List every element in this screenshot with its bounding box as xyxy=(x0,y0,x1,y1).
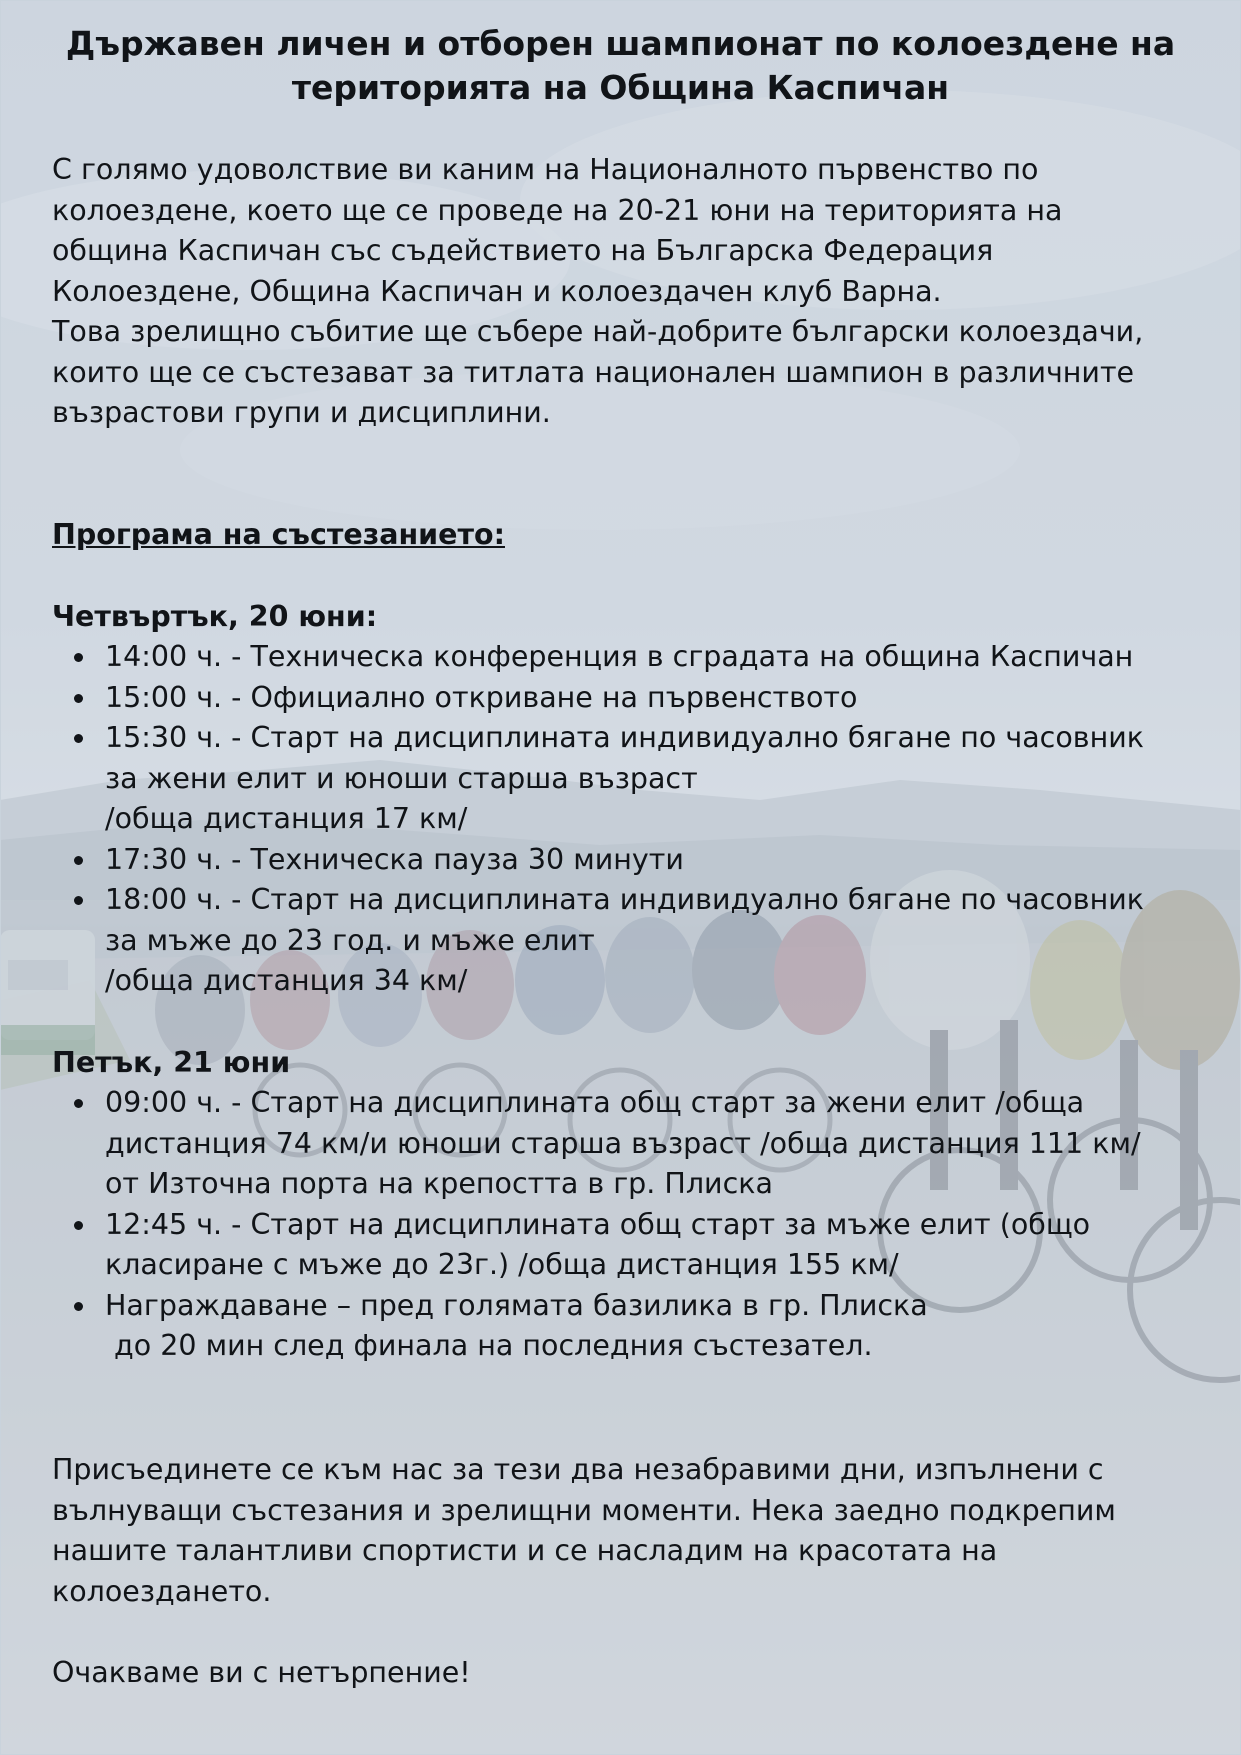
schedule-line: 15:00 ч. - Официално откриване на първенството xyxy=(105,680,858,714)
schedule-item xyxy=(105,1205,1241,1286)
intro-line: възрастови групи и дисциплини. xyxy=(52,396,551,429)
program-heading: Програма на състезанието: xyxy=(52,518,505,551)
friday-schedule xyxy=(52,1083,1241,1367)
intro-line: Колоездене, Община Каспичан и колоездачен клуб Варна. xyxy=(52,274,942,308)
schedule-line: класиране с мъже до 23г.) /обща дистанция 155 км/ xyxy=(105,1248,899,1281)
bullet-icon xyxy=(74,653,83,662)
schedule-line: за жени елит и юноши старша възраст xyxy=(105,761,698,795)
friday-heading: Петък, 21 юни xyxy=(52,1046,291,1079)
thursday-schedule xyxy=(52,637,1241,1002)
schedule-item xyxy=(105,678,1241,719)
schedule-line: /обща дистанция 34 км/ xyxy=(105,964,468,997)
bullet-icon xyxy=(74,1099,83,1108)
schedule-line: 14:00 ч. - Техническа конференция в сградата на община Каспичан xyxy=(105,640,1134,673)
schedule-line: 12:45 ч. - Старт на дисциплината общ старт за мъже елит (общо xyxy=(105,1207,1091,1241)
page-title xyxy=(40,22,1201,110)
schedule-line: 17:30 ч. - Техническа пауза 30 минути xyxy=(105,842,684,876)
bullet-icon xyxy=(74,694,83,703)
bullet-icon xyxy=(74,734,83,743)
schedule-line: 15:30 ч. - Старт на дисциплината индивидуално бягане по часовник xyxy=(105,721,1144,754)
intro-line: община Каспичан със съдействието на Българска Федерация xyxy=(52,234,994,267)
signoff-text: Очакваме ви с нетърпение! xyxy=(52,1656,471,1689)
schedule-item xyxy=(105,637,1241,678)
schedule-line: /обща дистанция 17 км/ xyxy=(105,802,468,835)
bullet-icon xyxy=(74,896,83,905)
intro-line: Това зрелищно събитие ще събере най-добрите български колоездачи, xyxy=(52,315,1144,348)
intro-line: колоездене, което ще се проведе на 20-21 юни на територията на xyxy=(52,193,1063,227)
schedule-line: Награждаване – пред голямата базилика в гр. Плиска xyxy=(105,1288,928,1322)
intro-paragraph xyxy=(52,150,1202,434)
intro-line: които ще се състезават за титлата национален шампион в различните xyxy=(52,355,1135,389)
closing-line: колоездането. xyxy=(52,1574,272,1608)
schedule-item xyxy=(105,718,1241,840)
closing-paragraph xyxy=(52,1450,1202,1612)
schedule-item xyxy=(105,880,1241,1002)
closing-line: вълнуващи състезания и зрелищни моменти. Нека заедно подкрепим xyxy=(52,1493,1116,1527)
schedule-item xyxy=(105,840,1241,881)
bullet-icon xyxy=(74,1302,83,1311)
schedule-line: 18:00 ч. - Старт на дисциплината индивидуално бягане по часовник xyxy=(105,883,1144,916)
schedule-line: за мъже до 23 год. и мъже елит xyxy=(105,923,595,957)
bullet-icon xyxy=(74,856,83,865)
thursday-heading: Четвъртък, 20 юни: xyxy=(52,600,378,633)
schedule-item xyxy=(105,1083,1241,1205)
schedule-line: дистанция 74 км/и юноши старша възраст /обща дистанция 111 км/ xyxy=(105,1126,1141,1160)
title-line-1: Държавен личен и отборен шампионат по колоездене на xyxy=(65,24,1176,63)
schedule-line: от Източна порта на крепостта в гр. Плиска xyxy=(105,1167,773,1200)
closing-line: Присъединете се към нас за тези два незабравими дни, изпълнени с xyxy=(52,1453,1104,1486)
closing-line: нашите талантливи спортисти и се насладим на красотата на xyxy=(52,1534,998,1567)
schedule-line: 09:00 ч. - Старт на дисциплината общ старт за жени елит /обща xyxy=(105,1086,1085,1119)
bullet-icon xyxy=(74,1221,83,1230)
schedule-item xyxy=(105,1286,1241,1367)
schedule-line: до 20 мин след финала на последния състезател. xyxy=(105,1329,873,1362)
intro-line: С голямо удоволствие ви каним на Националното първенство по xyxy=(52,153,1039,186)
title-line-2: територията на Община Каспичан xyxy=(291,68,950,107)
